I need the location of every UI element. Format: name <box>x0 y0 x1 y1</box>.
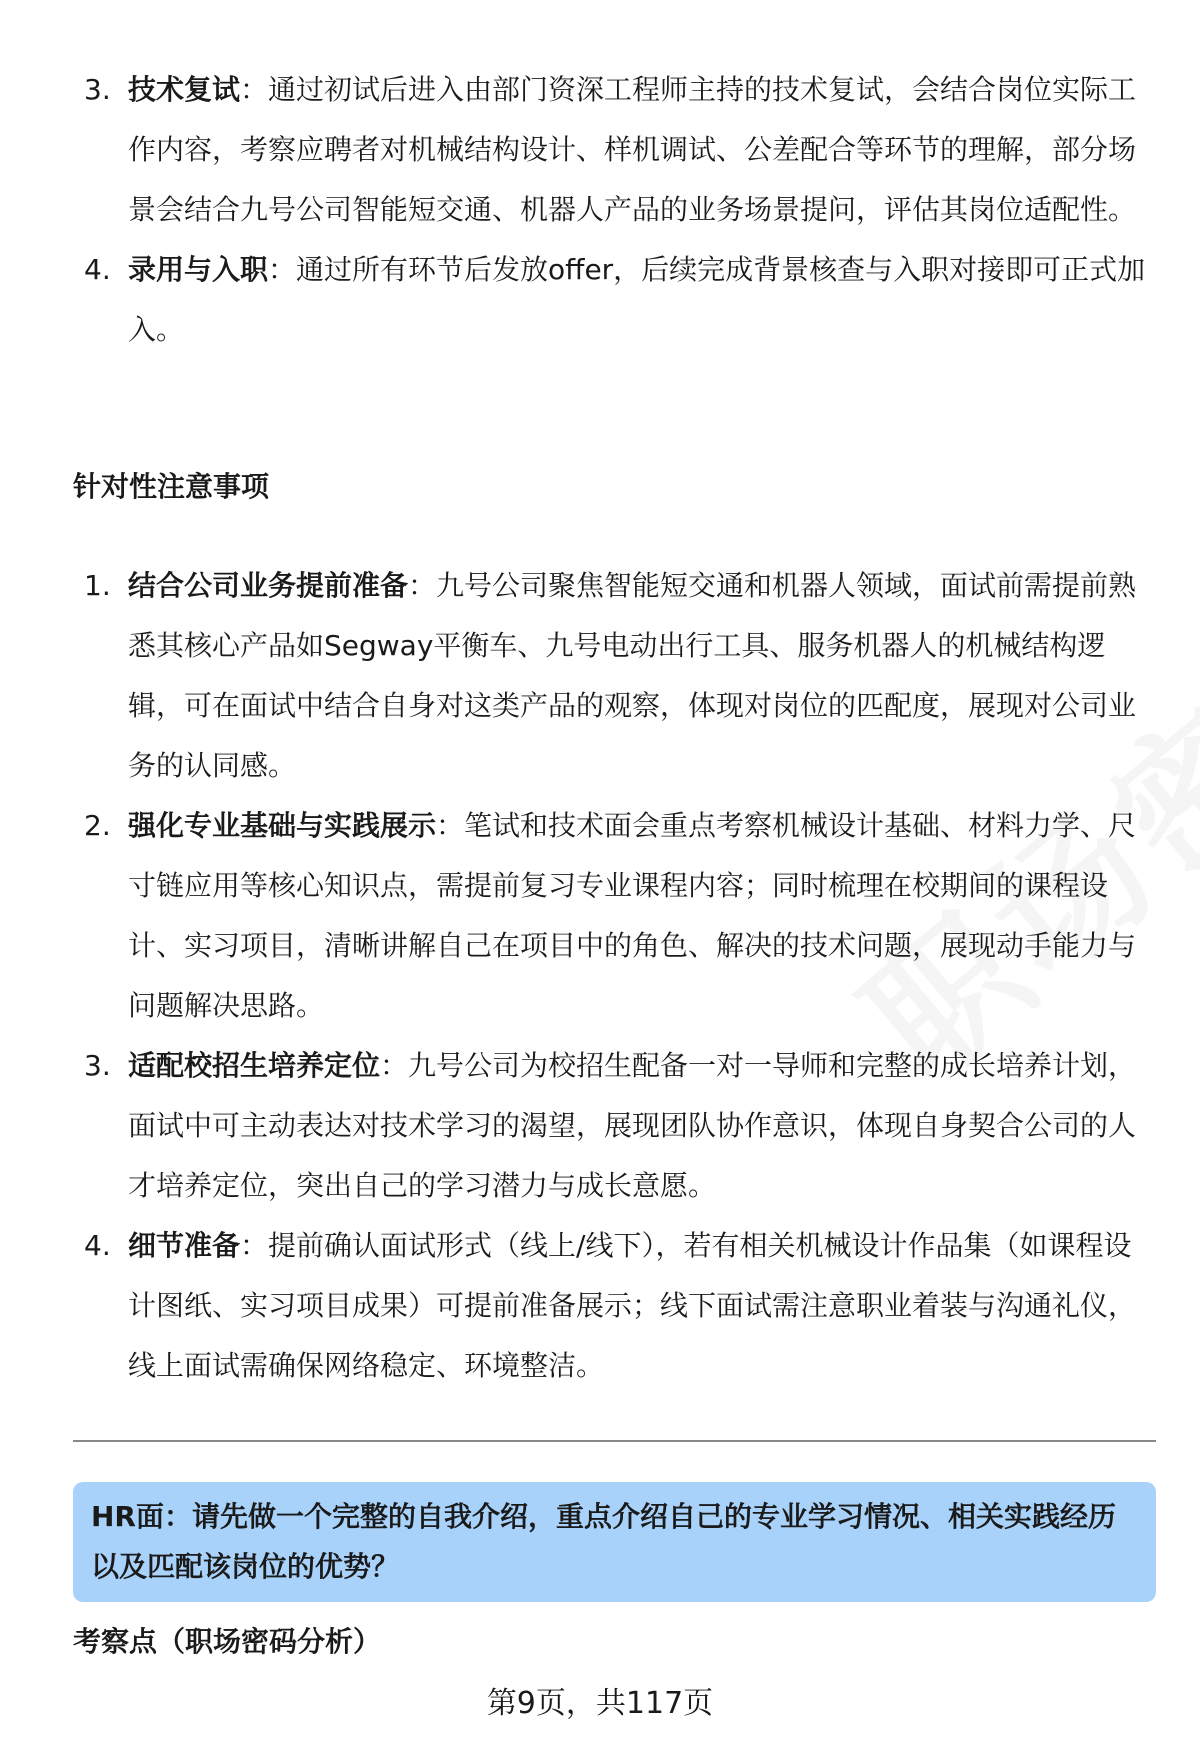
list-item-heading: 强化专业基础与实践展示 <box>128 809 437 842</box>
list-item-text: ：九号公司聚焦智能短交通和机器人领域，面试前需提前熟悉其核心产品如Segway平衡车、九号电动出行工具、服务机器人的机械结构逻辑，可在面试中结合自身对这类产品的观察，体现对岗位的匹配度，展现对公司业务的认同感。 <box>128 569 1137 782</box>
list-number: 3. <box>84 1049 111 1082</box>
list-item <box>0 1036 1200 1216</box>
list-item-text: ：笔试和技术面会重点考察机械设计基础、材料力学、尺寸链应用等核心知识点，需提前复习专业课程内容；同时梳理在校期间的课程设计、实习项目，清晰讲解自己在项目中的角色、解决的技术问题，展现动手能力与问题解决思路。 <box>128 809 1137 1022</box>
interview-steps-list <box>0 60 1200 360</box>
list-number: 4. <box>84 253 111 286</box>
list-item <box>0 240 1200 360</box>
list-item-text: ：通过所有环节后发放offer，后续完成背景核查与入职对接即可正式加入。 <box>128 253 1146 346</box>
page-number: 第9页，共117页 <box>486 1686 714 1721</box>
list-item-heading: 细节准备 <box>128 1229 241 1262</box>
list-item <box>0 60 1200 240</box>
list-item-text: ：通过初试后进入由部门资深工程师主持的技术复试，会结合岗位实际工作内容，考察应聘者对机械结构设计、样机调试、公差配合等环节的理解，部分场景会结合九号公司智能短交通、机器人产品的业务场景提问，评估其岗位适配性。 <box>128 73 1137 226</box>
list-item-text: ：九号公司为校招生配备一对一导师和完整的成长培养计划，面试中可主动表达对技术学习的渴望，展现团队协作意识，体现自身契合公司的人才培养定位，突出自己的学习潜力与成长意愿。 <box>128 1049 1137 1202</box>
list-item-heading: 录用与入职 <box>128 253 269 286</box>
list-number: 2. <box>84 809 111 842</box>
list-item-heading: 适配校招生培养定位 <box>128 1049 381 1082</box>
divider <box>73 1440 1156 1442</box>
list-number: 3. <box>84 73 111 106</box>
list-item <box>0 556 1200 796</box>
hr-question-box: HR面：请先做一个完整的自我介绍，重点介绍自己的专业学习情况、相关实践经历以及匹配该岗位的优势？ <box>73 1482 1156 1602</box>
notes-list <box>0 556 1200 1396</box>
list-item-heading: 技术复试 <box>128 73 241 106</box>
list-number: 4. <box>84 1229 111 1262</box>
section-title: 针对性注意事项 <box>73 470 270 503</box>
list-item-heading: 结合公司业务提前准备 <box>128 569 409 602</box>
list-item <box>0 796 1200 1036</box>
list-item <box>0 1216 1200 1396</box>
exam-point-title: 考察点（职场密码分析） <box>73 1625 382 1658</box>
list-item-text: ：提前确认面试形式（线上/线下），若有相关机械设计作品集（如课程设计图纸、实习项目成果）可提前准备展示；线下面试需注意职业着装与沟通礼仪，线上面试需确保网络稳定、环境整洁。 <box>128 1229 1137 1382</box>
list-number: 1. <box>84 569 111 602</box>
